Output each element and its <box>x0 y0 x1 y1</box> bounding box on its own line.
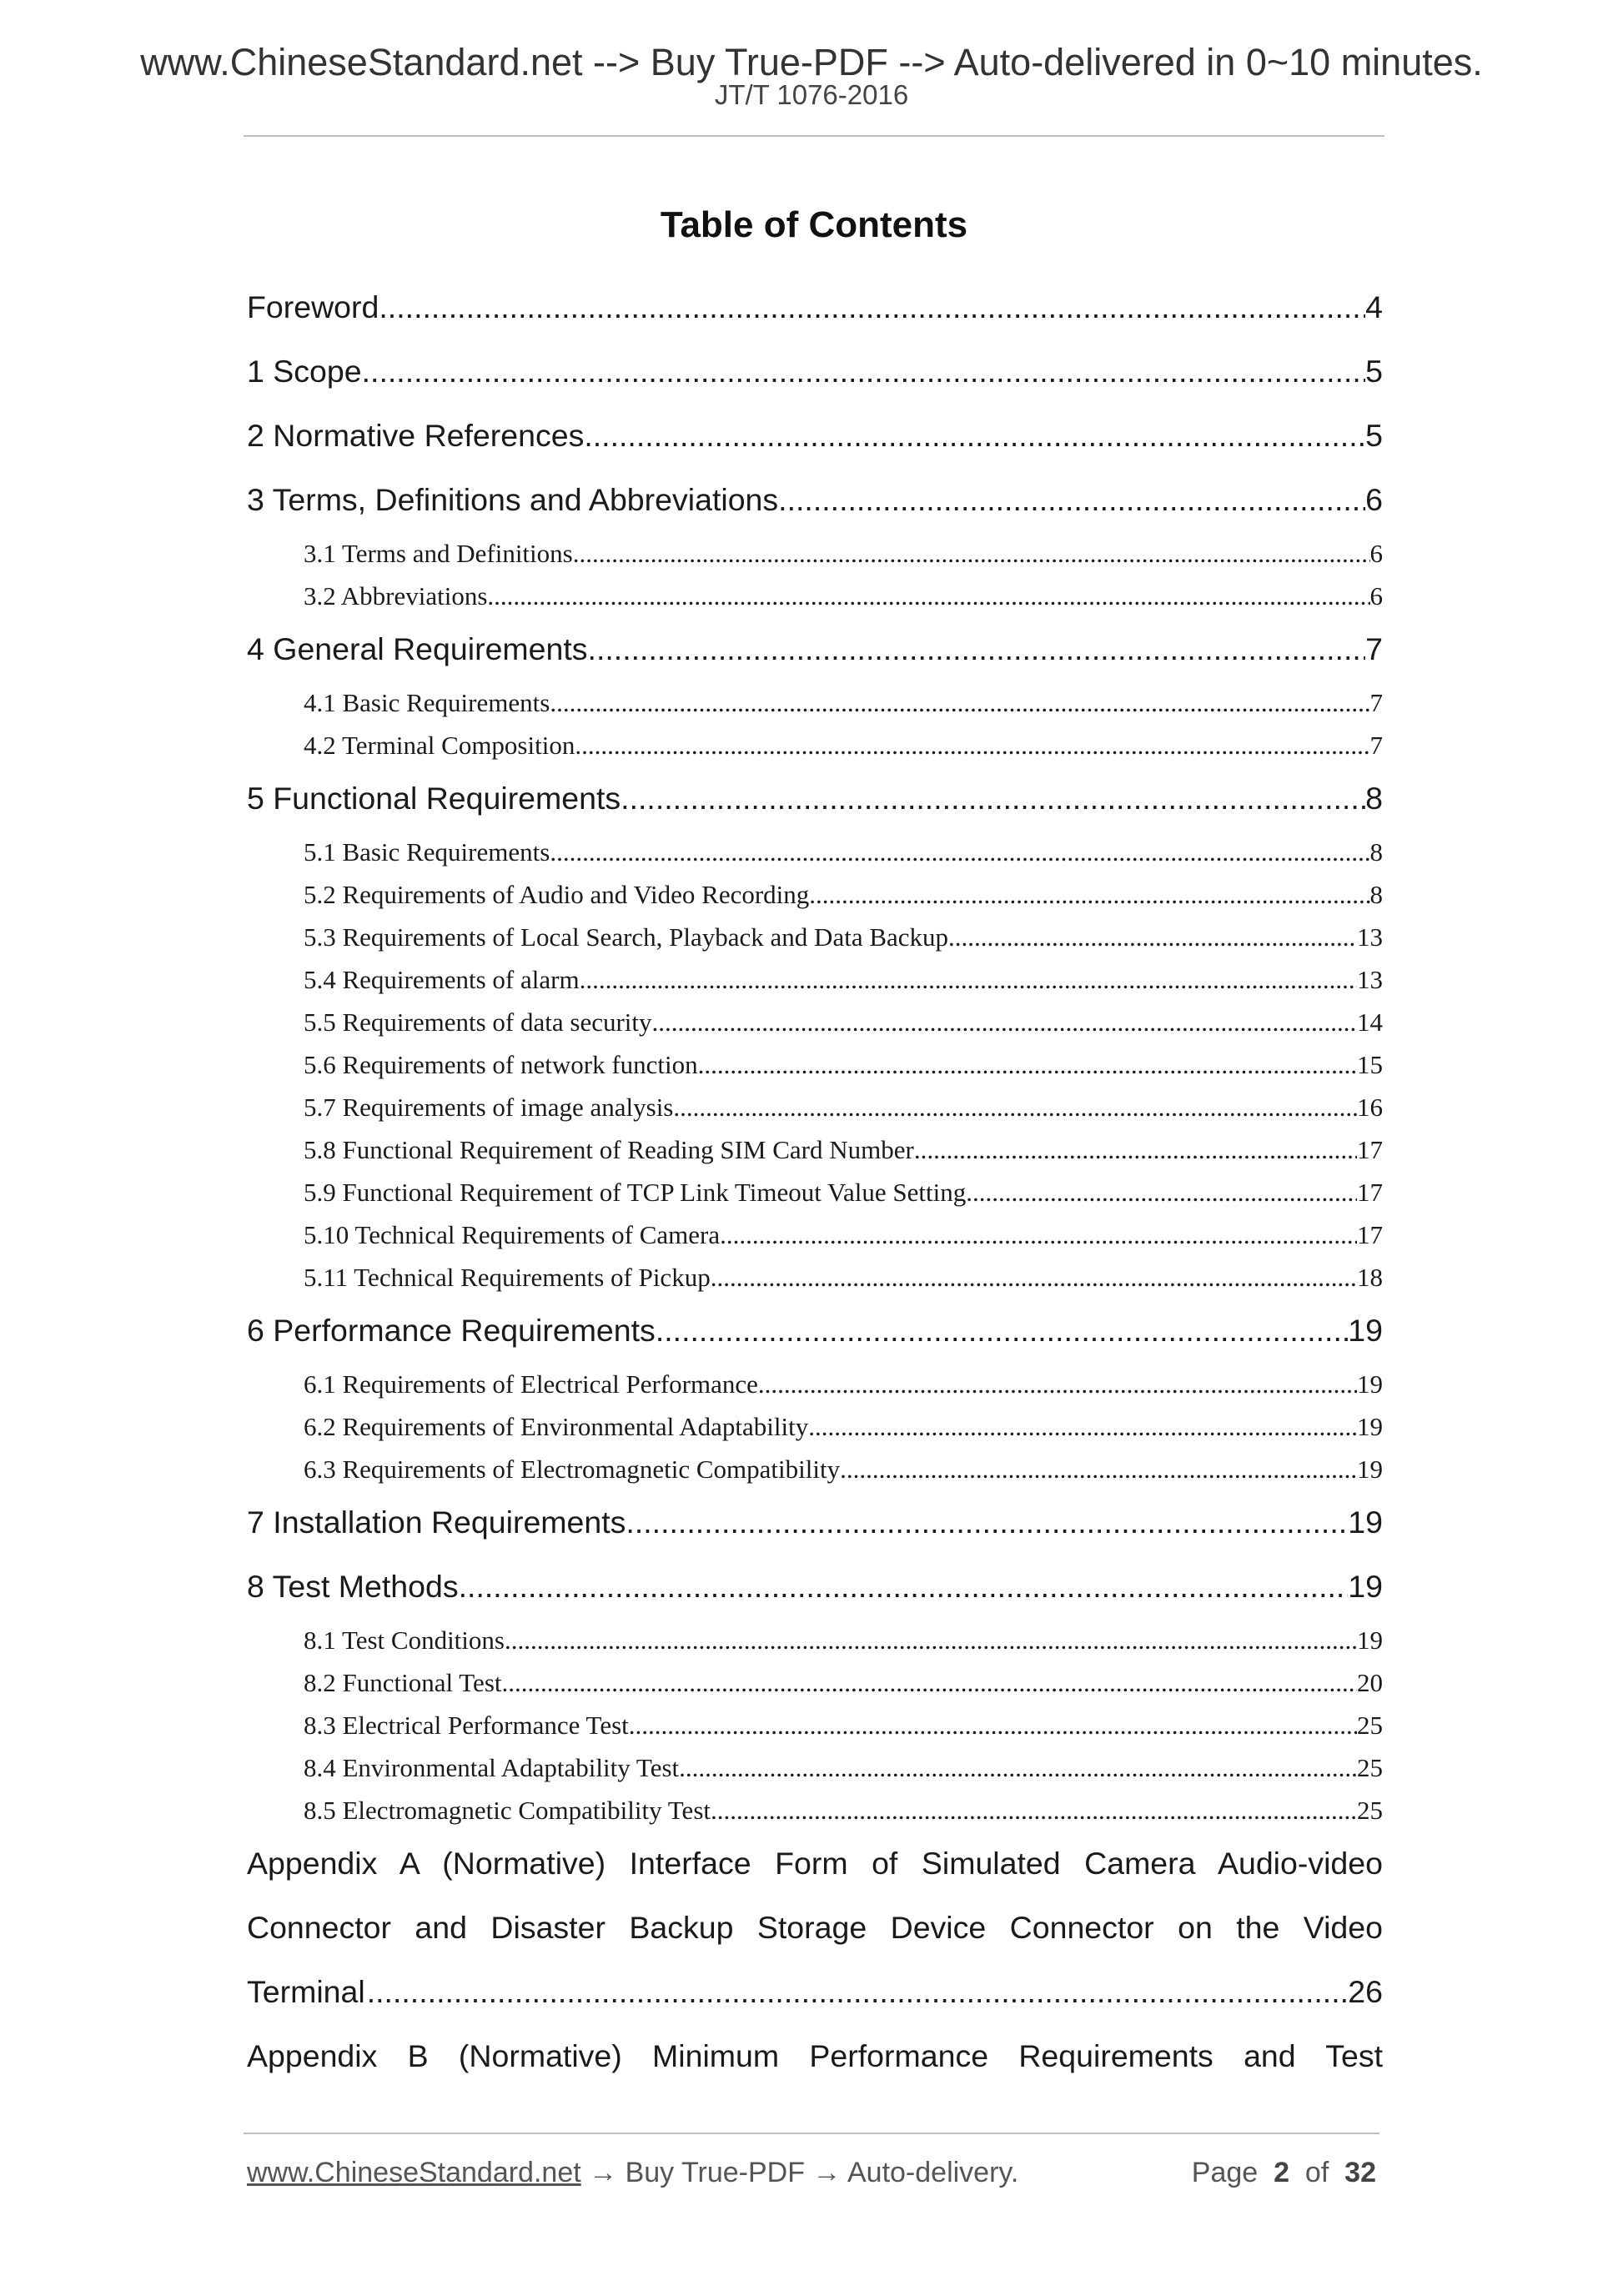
header-divider <box>244 135 1384 137</box>
document-number: JT/T 1076-2016 <box>714 79 909 110</box>
toc-section-entry[interactable] <box>247 724 1383 766</box>
toc-section-entry[interactable] <box>247 873 1383 916</box>
footer-left <box>247 2156 1018 2189</box>
toc-entry-title: Foreword <box>247 289 379 324</box>
toc-leader-dots <box>809 873 1369 916</box>
toc-leader-dots <box>575 724 1369 766</box>
toc-leader-dots <box>573 532 1370 575</box>
toc-entry-page: 8 <box>1369 880 1383 909</box>
toc-entry-title: 5.2 Requirements of Audio and Video Recording <box>304 880 810 909</box>
toc-entry-title: 8.3 Electrical Performance Test <box>304 1711 629 1740</box>
toc-entry-title: 5.10 Technical Requirements of Camera <box>304 1220 721 1249</box>
current-page: 2 <box>1274 2157 1289 2188</box>
toc-entry-title: 7 Installation Requirements <box>247 1505 626 1540</box>
toc-leader-dots <box>711 1256 1357 1299</box>
toc-entry-page: 5 <box>1365 354 1383 389</box>
toc-leader-dots <box>966 1171 1357 1213</box>
toc-entry-title: 1 Scope <box>247 354 362 389</box>
toc-entry-title: 5.11 Technical Requirements of Pickup <box>304 1263 711 1292</box>
toc-leader-dots <box>550 831 1369 873</box>
toc-leader-dots <box>588 617 1366 681</box>
toc-entry-title: 8.4 Environmental Adaptability Test <box>304 1753 680 1782</box>
toc-entry-title: 6.3 Requirements of Electromagnetic Compatibility <box>304 1454 841 1484</box>
toc-chapter-entry[interactable] <box>247 339 1383 404</box>
appendix-a-line-1: Appendix A (Normative) Interface Form of Simulated Camera Audio-video <box>247 1846 1383 1881</box>
toc-section-entry[interactable] <box>247 1405 1383 1448</box>
site-banner[interactable]: www.ChineseStandard.net --> Buy True-PDF --> Auto-delivered in 0~10 minutes. <box>140 41 1483 83</box>
toc-entry-page: 20 <box>1357 1668 1383 1697</box>
toc-entry-title: 4.1 Basic Requirements <box>304 688 550 717</box>
toc-entry-page: 14 <box>1357 1007 1383 1037</box>
toc-entry-page: 7 <box>1369 688 1383 717</box>
toc-section-entry[interactable] <box>247 532 1383 575</box>
toc-entry-title: 4.2 Terminal Composition <box>304 731 575 760</box>
toc-entry-title: 5.3 Requirements of Local Search, Playback and Data Backup <box>304 922 949 952</box>
toc-entry-title: 5.8 Functional Requirement of Reading SIM Card Number <box>304 1135 914 1164</box>
toc-section-entry[interactable] <box>247 1171 1383 1213</box>
toc-entry-title: 8.2 Functional Test <box>304 1668 502 1697</box>
toc-leader-dots <box>698 1043 1357 1086</box>
appendix-a-line-2: Connector and Disaster Backup Storage Device Connector on the Video <box>247 1910 1383 1945</box>
toc-entry-title: 8 Test Methods <box>247 1569 459 1604</box>
toc-chapter-entry[interactable] <box>247 1555 1383 1619</box>
toc-leader-dots <box>580 958 1357 1001</box>
toc-chapter-entry[interactable] <box>247 617 1383 681</box>
toc-entry-title: 8.5 Electromagnetic Compatibility Test <box>304 1796 711 1825</box>
toc-leader-dots <box>679 1746 1357 1789</box>
page-indicator <box>1192 2156 1376 2189</box>
total-pages: 32 <box>1344 2157 1376 2188</box>
toc-section-entry[interactable] <box>247 831 1383 873</box>
toc-entry-title: 6.2 Requirements of Environmental Adaptability <box>304 1412 809 1441</box>
toc-section-entry[interactable] <box>247 916 1383 958</box>
footer-divider <box>244 2133 1379 2134</box>
toc-entry-title: 5.7 Requirements of image analysis <box>304 1093 674 1122</box>
toc-chapter-entry[interactable] <box>247 275 1383 339</box>
toc-entry-page: 19 <box>1357 1454 1383 1484</box>
toc-section-entry[interactable] <box>247 1213 1383 1256</box>
toc-entry-page: 6 <box>1369 581 1383 610</box>
toc-leader-dots <box>367 1960 1349 2024</box>
toc-entry-title: 4 General Requirements <box>247 631 588 666</box>
toc-section-entry[interactable] <box>247 1789 1383 1831</box>
toc-leader-dots <box>379 275 1365 339</box>
toc-leader-dots <box>778 468 1365 532</box>
toc-leader-dots <box>948 916 1357 958</box>
toc-entry-title: 6.1 Requirements of Electrical Performance <box>304 1369 758 1399</box>
toc-entry-title: 5.4 Requirements of alarm <box>304 965 580 994</box>
toc-chapter-entry[interactable] <box>247 766 1383 831</box>
toc-entry-page: 17 <box>1357 1178 1383 1207</box>
table-of-contents <box>247 275 1383 2088</box>
toc-entry-page: 18 <box>1357 1263 1383 1292</box>
toc-entries <box>247 275 1383 1831</box>
toc-entry-page: 5 <box>1365 418 1383 453</box>
toc-chapter-entry[interactable] <box>247 404 1383 468</box>
toc-entry-page: 6 <box>1369 539 1383 568</box>
page-title: Table of Contents <box>660 204 968 245</box>
toc-entry-page: 16 <box>1357 1093 1383 1122</box>
toc-leader-dots <box>711 1789 1357 1831</box>
toc-section-entry[interactable] <box>247 1256 1383 1299</box>
toc-section-entry[interactable] <box>247 1661 1383 1704</box>
toc-section-entry[interactable] <box>247 1448 1383 1490</box>
toc-section-entry[interactable] <box>247 1086 1383 1128</box>
toc-leader-dots <box>459 1555 1349 1619</box>
toc-section-entry[interactable] <box>247 1619 1383 1661</box>
appendix-a-page: 26 <box>1348 1974 1383 2009</box>
toc-chapter-entry[interactable] <box>247 468 1383 532</box>
toc-section-entry[interactable] <box>247 681 1383 724</box>
toc-entry-page: 17 <box>1357 1135 1383 1164</box>
toc-leader-dots <box>621 766 1365 831</box>
toc-entry-page: 19 <box>1348 1313 1383 1348</box>
toc-leader-dots <box>914 1128 1357 1171</box>
toc-leader-dots <box>505 1619 1357 1661</box>
toc-leader-dots <box>629 1704 1357 1746</box>
toc-entry-page: 19 <box>1348 1505 1383 1540</box>
toc-chapter-entry[interactable] <box>247 1490 1383 1555</box>
toc-section-entry[interactable] <box>247 575 1383 617</box>
toc-entry-page: 19 <box>1357 1369 1383 1399</box>
toc-entry-title: 2 Normative References <box>247 418 585 453</box>
appendix-a-entry[interactable] <box>247 1831 1383 2024</box>
toc-entry-page: 8 <box>1365 781 1383 816</box>
toc-leader-dots <box>362 339 1366 404</box>
toc-leader-dots <box>808 1405 1357 1448</box>
toc-leader-dots <box>584 404 1365 468</box>
toc-entry-page: 19 <box>1357 1625 1383 1655</box>
toc-entry-page: 19 <box>1348 1569 1383 1604</box>
toc-entry-title: 5 Functional Requirements <box>247 781 621 816</box>
toc-section-entry[interactable] <box>247 1746 1383 1789</box>
toc-entry-page: 8 <box>1369 837 1383 867</box>
toc-section-entry[interactable] <box>247 1001 1383 1043</box>
toc-entry-page: 25 <box>1357 1796 1383 1825</box>
of-label: of <box>1304 2157 1329 2188</box>
toc-entry-page: 19 <box>1357 1412 1383 1441</box>
toc-leader-dots <box>652 1001 1357 1043</box>
toc-section-entry[interactable] <box>247 1704 1383 1746</box>
toc-section-entry[interactable] <box>247 958 1383 1001</box>
toc-entry-title: 5.9 Functional Requirement of TCP Link Timeout Value Setting <box>304 1178 967 1207</box>
toc-section-entry[interactable] <box>247 1128 1383 1171</box>
toc-entry-page: 15 <box>1357 1050 1383 1079</box>
toc-leader-dots <box>626 1490 1348 1555</box>
toc-entry-page: 6 <box>1365 482 1383 517</box>
toc-section-entry[interactable] <box>247 1363 1383 1405</box>
toc-leader-dots <box>502 1661 1358 1704</box>
appendix-b-entry[interactable]: Appendix B (Normative) Minimum Performance Requirements and Test <box>247 2038 1383 2073</box>
toc-entry-page: 13 <box>1357 965 1383 994</box>
toc-entry-page: 4 <box>1365 289 1383 324</box>
toc-leader-dots <box>487 575 1369 617</box>
footer-tagline: → Buy True-PDF → Auto-delivery. <box>580 2157 1019 2188</box>
toc-entry-title: 3.1 Terms and Definitions <box>304 539 573 568</box>
footer-site-link[interactable]: www.ChineseStandard.net <box>247 2157 581 2188</box>
toc-entry-title: 5.1 Basic Requirements <box>304 837 550 867</box>
toc-entry-title: 6 Performance Requirements <box>247 1313 656 1348</box>
toc-leader-dots <box>550 681 1369 724</box>
toc-entry-page: 13 <box>1357 922 1383 952</box>
toc-entry-title: 3.2 Abbreviations <box>304 581 488 610</box>
toc-entry-page: 25 <box>1357 1753 1383 1782</box>
toc-entry-page: 17 <box>1357 1220 1383 1249</box>
toc-leader-dots <box>758 1363 1357 1405</box>
appendix-a-line-3-text: Terminal <box>247 1974 365 2009</box>
toc-section-entry[interactable] <box>247 1043 1383 1086</box>
appendix-a-line-3 <box>247 1960 1383 2024</box>
toc-entry-page: 7 <box>1369 731 1383 760</box>
page-label: Page <box>1191 2157 1259 2188</box>
toc-leader-dots <box>720 1213 1357 1256</box>
toc-leader-dots <box>840 1448 1357 1490</box>
toc-leader-dots <box>656 1299 1348 1363</box>
toc-entry-title: 8.1 Test Conditions <box>304 1625 505 1655</box>
toc-entry-page: 7 <box>1365 631 1383 666</box>
toc-entry-title: 3 Terms, Definitions and Abbreviations <box>247 482 779 517</box>
toc-entry-title: 5.6 Requirements of network function <box>304 1050 698 1079</box>
toc-entry-title: 5.5 Requirements of data security <box>304 1007 652 1037</box>
toc-leader-dots <box>673 1086 1357 1128</box>
toc-entry-page: 25 <box>1357 1711 1383 1740</box>
toc-chapter-entry[interactable] <box>247 1299 1383 1363</box>
page-footer <box>247 2156 1376 2189</box>
